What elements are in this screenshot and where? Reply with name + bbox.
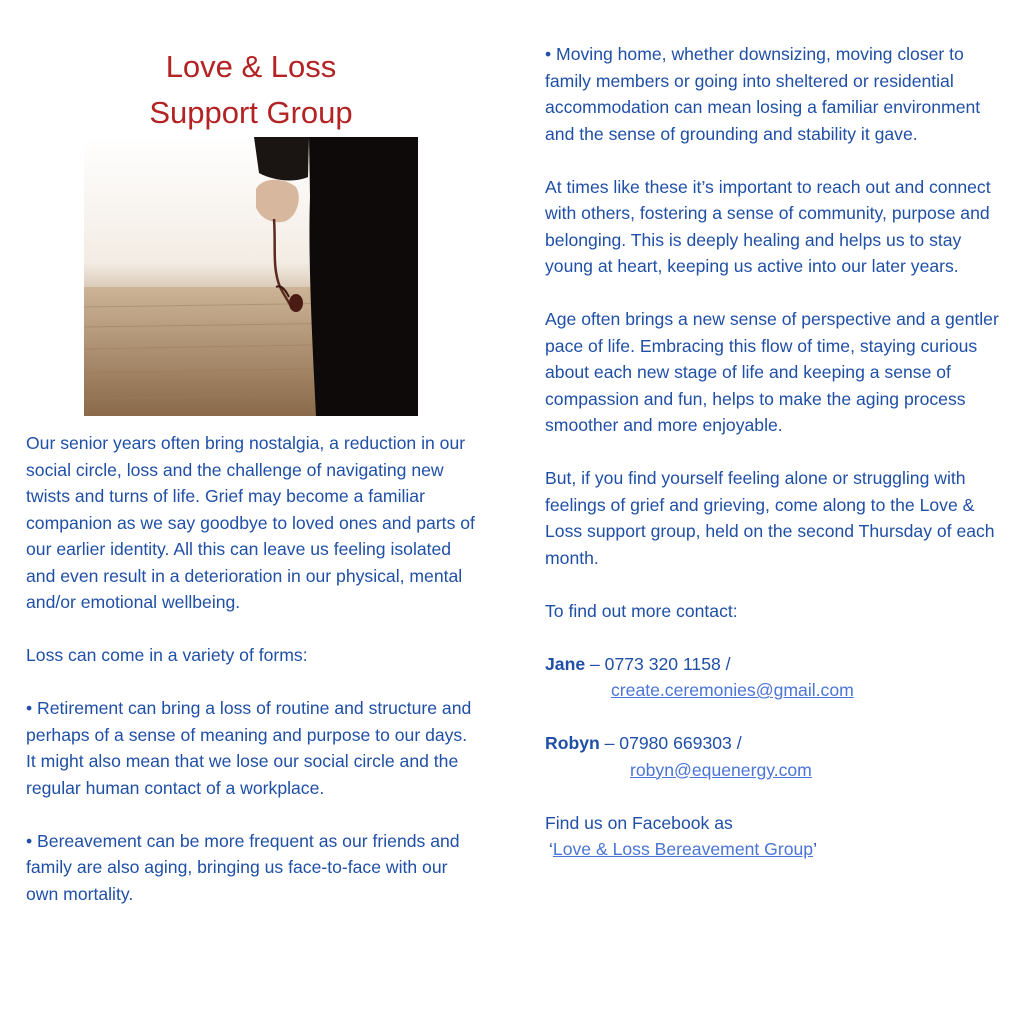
find-out-paragraph: To find out more contact: <box>545 600 738 621</box>
bereavement-bullet: • Bereavement can be more frequent as our friends and family are also aging, bringing us face-to-face with our own mortality. <box>26 830 460 904</box>
facebook-paragraph <box>545 810 1005 863</box>
loss-forms-paragraph: Loss can come in a variety of forms: <box>26 645 308 665</box>
contact-separator: – <box>585 653 605 674</box>
left-column <box>26 430 476 934</box>
quote-open: ‘ <box>549 839 553 859</box>
contact-phone: 0773 320 1158 / <box>604 653 731 674</box>
intro-paragraph: Our senior years often bring nostalgia, a reduction in our social circle, loss and the challenge of navigating new twists and turns of life. Grief may become a familiar companion as we say goodbye to loved ones and parts of our earlier identity. All this can leave us feeling isolated and even result in a deterioration in our physical, mental and/or emotional wellbeing. <box>26 433 475 612</box>
reach-out-paragraph: At times like these it’s important to reach out and connect with others, fostering a sense of community, purpose and belonging. This is deeply healing and helps us to stay young at heart, keeping us active into our later years. <box>545 176 991 276</box>
contact-jane <box>545 651 1005 704</box>
facebook-group-link[interactable]: Love & Loss Bereavement Group <box>552 839 814 859</box>
page-title <box>84 44 418 136</box>
hand-holding-rose-photo <box>84 137 418 416</box>
right-column <box>545 41 1005 889</box>
contact-robyn <box>545 730 1005 783</box>
quote-close: ’ <box>813 839 817 859</box>
contact-email-link[interactable]: create.ceremonies@gmail.com <box>611 680 854 700</box>
contact-name: Jane <box>545 653 586 674</box>
age-paragraph: Age often brings a new sense of perspective and a gentler pace of life. Embracing this flow of time, staying curious about each new stage of life and keeping a sense of compassion and fun, helps to make the aging process smoother and more enjoyable. <box>545 309 999 435</box>
title-line-1: Love & Loss <box>165 49 337 84</box>
contact-separator: – <box>599 733 620 753</box>
moving-home-bullet: • Moving home, whether downsizing, moving closer to family members or going into sheltered or residential accommodation can mean losing a familiar environment and the sense of grounding and stability it gave. <box>545 44 981 144</box>
contact-name: Robyn <box>545 733 600 753</box>
contact-phone: 07980 669303 / <box>619 733 742 753</box>
title-line-2: Support Group <box>149 95 353 130</box>
contact-email-link[interactable]: robyn@equenergy.com <box>630 759 812 780</box>
retirement-bullet: • Retirement can bring a loss of routine and structure and perhaps of a sense of meaning and purpose to our days. It might also mean that we lose our social circle and the regular human contact of a workplace. <box>26 698 472 798</box>
invite-paragraph: But, if you find yourself feeling alone or struggling with feelings of grief and grieving, come along to the Love & Loss support group, held on the second Thursday of each month. <box>545 468 995 568</box>
facebook-text: Find us on Facebook as <box>545 812 733 833</box>
